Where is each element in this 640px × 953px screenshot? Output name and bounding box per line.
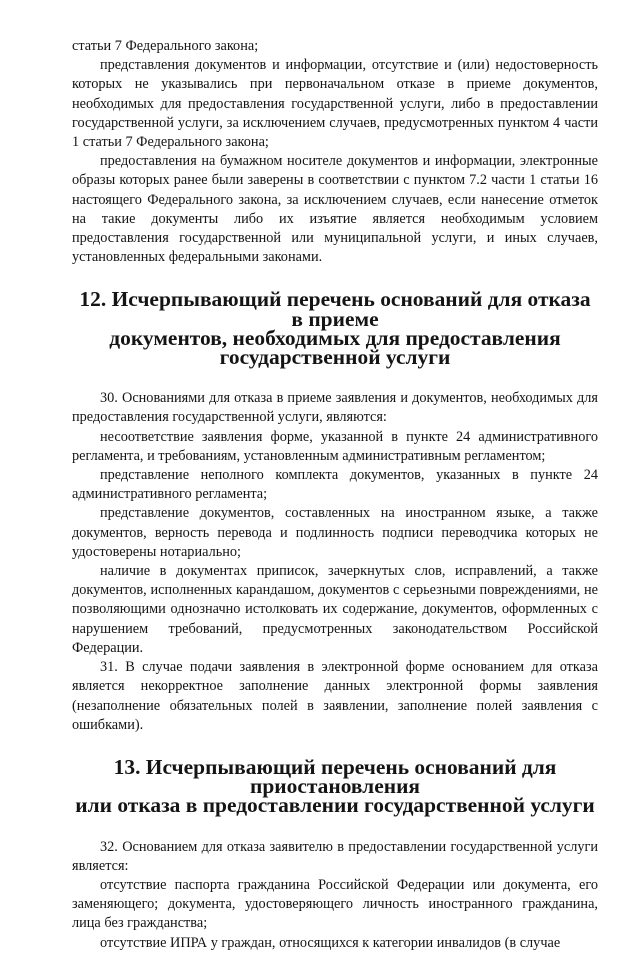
- paragraph-30-item-1: несоответствие заявления форме, указанной в пункте 24 административного регламента, и требованиям, установленным административным регламентом;: [72, 428, 598, 464]
- paragraph-documents-not-indicated: представления документов и информации, отсутствие и (или) недостоверность которых не указывались при первоначальном отказе в приеме документов, необходимых для предоставления государственной услуги, либо в предоставлении государственной услуги, за исключением случаев, предусмотренных пунктом 4 части 1 статьи 7 Федерального закона;: [72, 57, 598, 151]
- paragraph-continuation: статьи 7 Федерального закона;: [72, 38, 259, 54]
- paragraph-31: 31. В случае подачи заявления в электронной форме основанием для отказа является некорректное заполнение данных электронной формы заявления (незаполнение обязательных полей в заявлении, заполнение полей заявления с ошибками).: [72, 659, 598, 733]
- section-heading-13-line2: или отказа в предоставлении государственной услуги: [75, 793, 595, 818]
- section-heading-12: [72, 287, 598, 370]
- section-heading-13: [72, 754, 598, 818]
- paragraph-32-item-2: отсутствие ИПРА у граждан, относящихся к категории инвалидов (в случае: [100, 934, 561, 951]
- paragraph-paper-documents: предоставления на бумажном носителе документов и информации, электронные образы которых ранее были заверены в соответствии с пунктом 7.2 части 1 статьи 16 настоящего Федерального закона, за исключением случаев, если нанесение отметок на такие документы либо их изъятие является необходимым условием предоставления государственной или муниципальной услуги, и иных случаев, установленных федеральными законами.: [72, 153, 598, 266]
- paragraph-30-item-4: наличие в документах приписок, зачеркнутых слов, исправлений, а также документов, исполненных карандашом, документов с серьезными повреждениями, не позволяющими однозначно истолковать их содержание, документов, оформленных с нарушением требований, предусмотренных законодательством Российской Федерации.: [72, 563, 598, 656]
- section-heading-12-line2: документов, необходимых для предоставления: [109, 325, 561, 350]
- section-heading-12-line3: государственной услуги: [219, 345, 451, 370]
- paragraph-30: 30. Основаниями для отказа в приеме заявления и документов, необходимых для предоставления государственной услуги, являются:: [72, 390, 598, 426]
- section-heading-12-line1: 12. Исчерпывающий перечень оснований для отказа в приеме: [79, 287, 591, 331]
- paragraph-30-item-3: представление документов, составленных на иностранном языке, а также документов, верность перевода и подлинность подписи переводчика которых не удостоверены нотариально;: [72, 505, 598, 560]
- paragraph-32-item-1: отсутствие паспорта гражданина Российской Федерации или документа, его заменяющего; документа, удостоверяющего личность иностранного гражданина, лица без гражданства;: [72, 876, 598, 932]
- section-heading-13-line1: 13. Исчерпывающий перечень оснований для приостановления: [113, 754, 557, 799]
- paragraph-32: 32. Основанием для отказа заявителю в предоставлении государственной услуги является:: [72, 838, 598, 874]
- paragraph-30-item-2: представление неполного комплекта документов, указанных в пункте 24 административного регламента;: [72, 467, 598, 503]
